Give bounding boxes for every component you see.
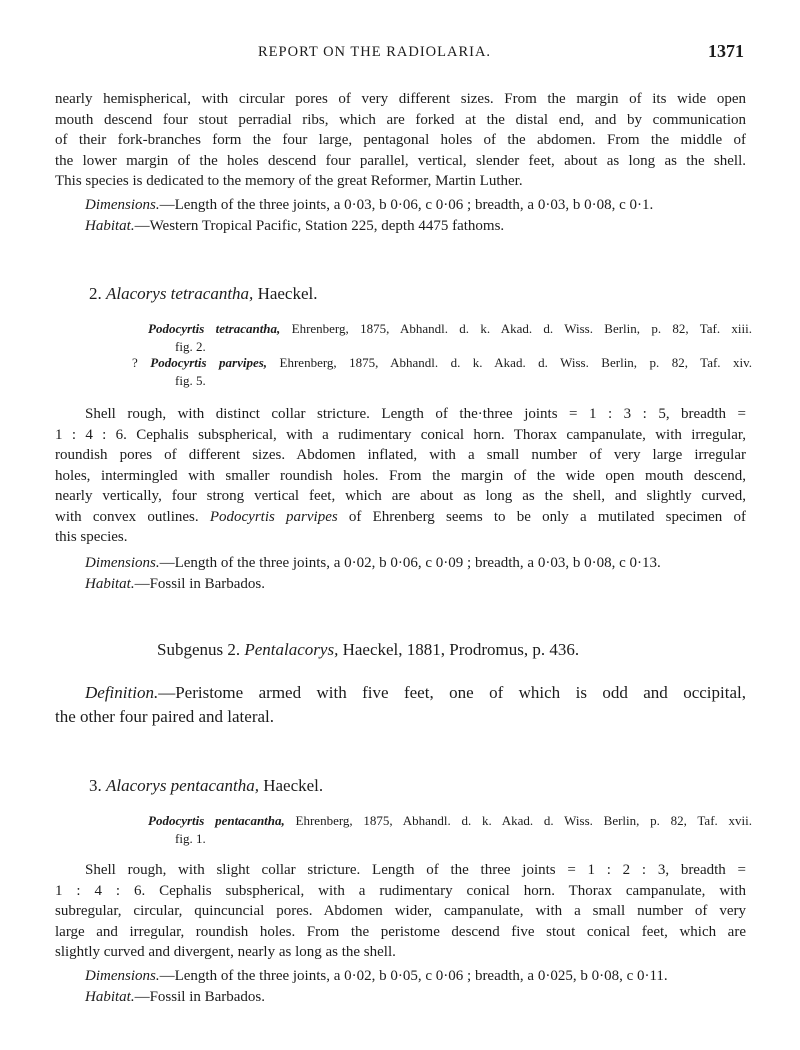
text-line: nearly hemispherical, with circular pores of very different sizes. From the margin of its wide open: [55, 91, 746, 107]
dimensions-text: —Length of the three joints, a 0·03, b 0·06, c 0·06 ; breadth, a 0·03, b 0·08, c 0·1.: [159, 197, 654, 213]
synonym-name: Podocyrtis parvipes,: [150, 355, 268, 370]
subgenus-name: Pentalacorys,: [244, 640, 339, 659]
text-line: This species is dedicated to the memory of the great Reformer, Martin Luther.: [55, 173, 523, 189]
synonym-figure: fig. 2.: [175, 339, 206, 354]
species2-dimensions: [85, 553, 661, 574]
synonym-citation: Ehrenberg, 1875, Abhandl. d. k. Akad. d. Wiss. Berlin, p. 82, Taf. xvii.: [295, 813, 752, 828]
running-header: REPORT ON THE RADIOLARIA.: [258, 44, 492, 60]
taxon-reference: Podocyrtis parvipes: [209, 508, 338, 525]
intro-dimensions: [85, 195, 653, 216]
text-line: Shell rough, with distinct collar stricture. Length of the·three joints = 1 : 3 : 5, breadth =: [85, 406, 746, 422]
habitat-text: —Fossil in Barbados.: [134, 576, 266, 592]
text-line: large and irregular, roundish holes. From the peristome descend five stout conical feet, which are: [55, 923, 746, 940]
intro-habitat: [85, 216, 504, 237]
intro-paragraph: [55, 89, 746, 192]
dimensions-label: Dimensions.: [85, 555, 160, 571]
habitat-text: —Western Tropical Pacific, Station 225, depth 4475 fathoms.: [134, 218, 505, 234]
text-line: nearly vertically, four strong vertical feet, which are about as long as the shell, and slightly curved,: [55, 488, 746, 504]
dimensions-label: Dimensions.: [85, 197, 160, 213]
species-author: Haeckel.: [257, 284, 318, 303]
synonym-citation: Ehrenberg, 1875, Abhandl. d. k. Akad. d. Wiss. Berlin, p. 82, Taf. xiv.: [279, 355, 753, 370]
text-line: this species.: [55, 529, 128, 545]
synonym-figure: fig. 5.: [175, 373, 206, 388]
synonym-name: Podocyrtis tetracantha,: [148, 321, 281, 336]
species-heading-pentacantha: [89, 776, 323, 796]
species3-dimensions: [85, 966, 668, 987]
dimensions-text: —Length of the three joints, a 0·02, b 0·06, c 0·09 ; breadth, a 0·03, b 0·08, c 0·13.: [159, 555, 661, 571]
species-description: [55, 404, 746, 548]
definition-label: Definition.: [85, 683, 159, 702]
synonym-citation: Ehrenberg, 1875, Abhandl. d. k. Akad. d. Wiss. Berlin, p. 82, Taf. xiii.: [291, 321, 753, 336]
text-line: holes, intermingled with smaller roundish holes. From the margin of the wide open mouth descend,: [55, 467, 746, 484]
text-line: Shell rough, with slight collar stricture. Length of the three joints = 1 : 2 : 3, breadth =: [85, 862, 746, 878]
habitat-text: —Fossil in Barbados.: [134, 989, 266, 1005]
habitat-label: Habitat.: [85, 218, 135, 234]
subgenus-heading: [157, 640, 579, 660]
text-line: roundish pores of different sizes. Abdomen inflated, with a small number of very large irregular: [55, 447, 746, 463]
text-line: slightly curved and divergent, nearly as long as the shell.: [55, 944, 396, 960]
species-number: 3.: [89, 776, 102, 795]
species3-habitat: [85, 987, 265, 1008]
synonym-entry: [148, 320, 752, 356]
text-line: 1 : 4 : 6. Cephalis subspherical, with a rudimentary conical horn. Thorax campanulate, with irregular,: [55, 426, 746, 443]
species-heading-tetracantha: [89, 284, 318, 304]
subgenus-prefix: Subgenus 2.: [157, 640, 241, 659]
dimensions-label: Dimensions.: [85, 968, 160, 984]
synonym-name: Podocyrtis pentacantha,: [148, 813, 285, 828]
subgenus-citation: Haeckel, 1881, Prodromus, p. 436.: [342, 640, 580, 659]
synonym-entry: [132, 354, 752, 390]
text-line: subregular, circular, quincuncial pores. Abdomen wider, campanulate, with a small number of very: [55, 903, 746, 919]
habitat-label: Habitat.: [85, 576, 135, 592]
species2-habitat: [85, 574, 265, 595]
text-line: mouth descend four stout perradial ribs, which are forked at the distal end, and by communication: [55, 111, 746, 128]
text-line: the lower margin of the holes descend four parallel, vertical, slender feet, about as long as the shell.: [55, 152, 746, 169]
text-line: 1 : 4 : 6. Cephalis subspherical, with a rudimentary conical horn. Thorax campanulate, with: [55, 882, 746, 899]
subgenus-definition: [55, 681, 746, 729]
habitat-label: Habitat.: [85, 989, 135, 1005]
species-number: 2.: [89, 284, 102, 303]
query-mark: ?: [132, 355, 138, 370]
species-name: Alacorys tetracantha,: [106, 284, 254, 303]
dimensions-text: —Length of the three joints, a 0·02, b 0·05, c 0·06 ; breadth, a 0·025, b 0·08, c 0·11.: [159, 968, 668, 984]
synonym-entry: [148, 812, 752, 848]
page-number: 1371: [708, 41, 744, 61]
species-description: [55, 860, 746, 963]
species-author: Haeckel.: [263, 776, 324, 795]
text-line: of their fork-branches form the four large, pentagonal holes of the abdomen. From the middle of: [55, 132, 746, 148]
definition-text: the other four paired and lateral.: [55, 707, 275, 726]
definition-text: —Peristome armed with five feet, one of which is odd and occipital,: [158, 683, 746, 702]
species-name: Alacorys pentacantha,: [106, 776, 259, 795]
text-line: with convex outlines. Podocyrtis parvipes of Ehrenberg seems to be only a mutilated specimen of: [55, 508, 747, 525]
synonym-figure: fig. 1.: [175, 831, 206, 846]
